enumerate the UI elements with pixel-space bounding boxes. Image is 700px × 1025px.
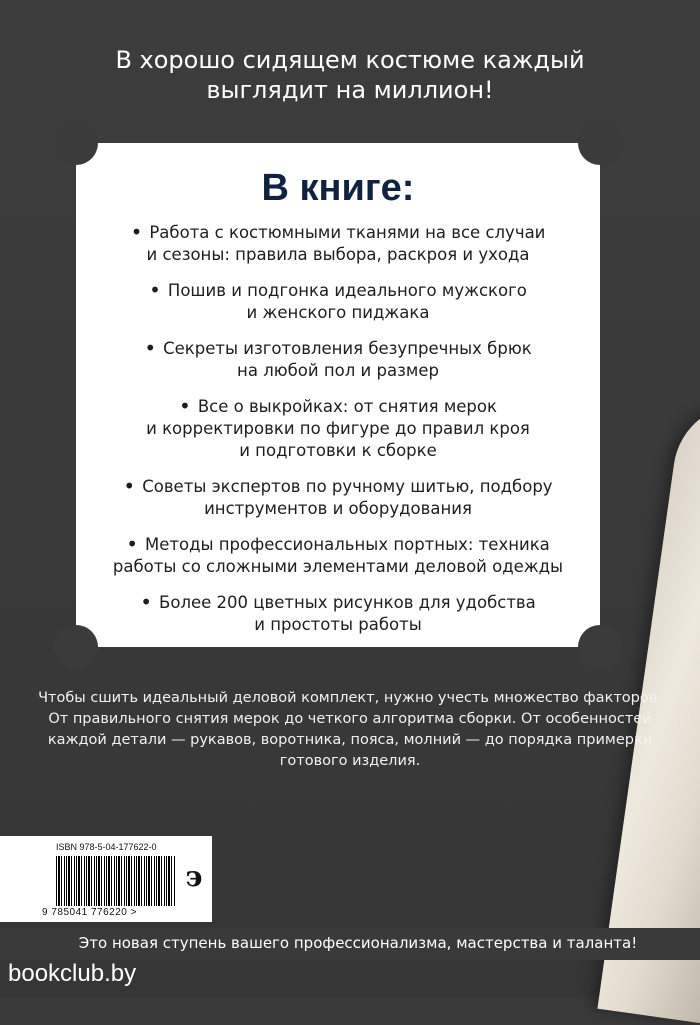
description-paragraph	[30, 688, 670, 772]
bullet-icon: •	[144, 336, 157, 360]
list-item-line: работы со сложными элементами деловой одежды	[112, 557, 564, 576]
list-item-line: Более 200 цветных рисунков для удобства	[159, 593, 536, 612]
bullet-icon: •	[130, 220, 143, 244]
card-corner-notch	[54, 121, 98, 165]
card-corner-notch	[578, 625, 622, 669]
card-corner-notch	[54, 625, 98, 669]
contents-card	[76, 143, 600, 647]
list-item	[96, 533, 580, 578]
list-item	[96, 475, 580, 520]
description-line: Чтобы сшить идеальный деловой комплект, нужно учесть множество факторов.	[38, 690, 662, 706]
list-item-line: Все о выкройках: от снятия мерок	[197, 397, 497, 416]
list-item-line: и женского пиджака	[246, 303, 430, 322]
list-item-line: Методы профессиональных портных: техника	[144, 535, 550, 554]
tagline-line-2: выглядит на миллион!	[206, 76, 494, 104]
isbn-block	[0, 836, 212, 922]
tagline-line-1: В хорошо сидящем костюме каждый	[115, 46, 585, 74]
bullet-icon: •	[123, 474, 136, 498]
list-item-line: и корректировки по фигуре до правил кроя	[146, 419, 530, 438]
barcode-image	[56, 856, 176, 906]
list-item	[96, 279, 580, 324]
card-corner-notch	[578, 121, 622, 165]
list-item	[96, 591, 580, 636]
site-watermark: bookclub.by	[8, 960, 137, 987]
list-item	[96, 395, 580, 462]
list-item-line: Пошив и подгонка идеального мужского	[167, 281, 527, 300]
list-item-line: Советы экспертов по ручному шитью, подбору	[142, 477, 553, 496]
bottom-slogan: Это новая ступень вашего профессионализма, мастерства и таланта!	[78, 934, 638, 952]
list-item-line: и подготовки к сборке	[239, 441, 437, 460]
list-item	[96, 337, 580, 382]
bullet-icon: •	[140, 590, 153, 614]
barcode-digits: 9 785041 776220 >	[42, 907, 137, 918]
description-line: каждой детали — рукавов, воротника, пояса, молний — до порядка примерки	[47, 732, 653, 748]
bullet-icon: •	[179, 394, 191, 418]
contents-list	[96, 221, 580, 649]
publisher-logo-icon: э	[185, 860, 203, 893]
bullet-icon: •	[126, 532, 138, 556]
list-item-line: Работа с костюмными тканями на все случаи	[149, 223, 546, 242]
list-item-line: инструментов и оборудования	[204, 499, 472, 518]
description-line: готового изделия.	[279, 753, 421, 769]
list-item-line: на любой пол и размер	[237, 361, 439, 380]
list-item-line: и простоты работы	[254, 615, 422, 634]
tagline	[0, 45, 700, 105]
card-title: В книге:	[261, 167, 415, 209]
isbn-label: ISBN 978-5-04-177622-0	[56, 842, 157, 852]
description-line: От правильного снятия мерок до четкого алгоритма сборки. От особенностей	[48, 711, 652, 727]
list-item-line: Секреты изготовления безупречных брюк	[163, 339, 532, 358]
list-item	[96, 221, 580, 266]
bullet-icon: •	[149, 278, 161, 302]
list-item-line: и сезоны: правила выбора, раскроя и ухода	[146, 245, 530, 264]
